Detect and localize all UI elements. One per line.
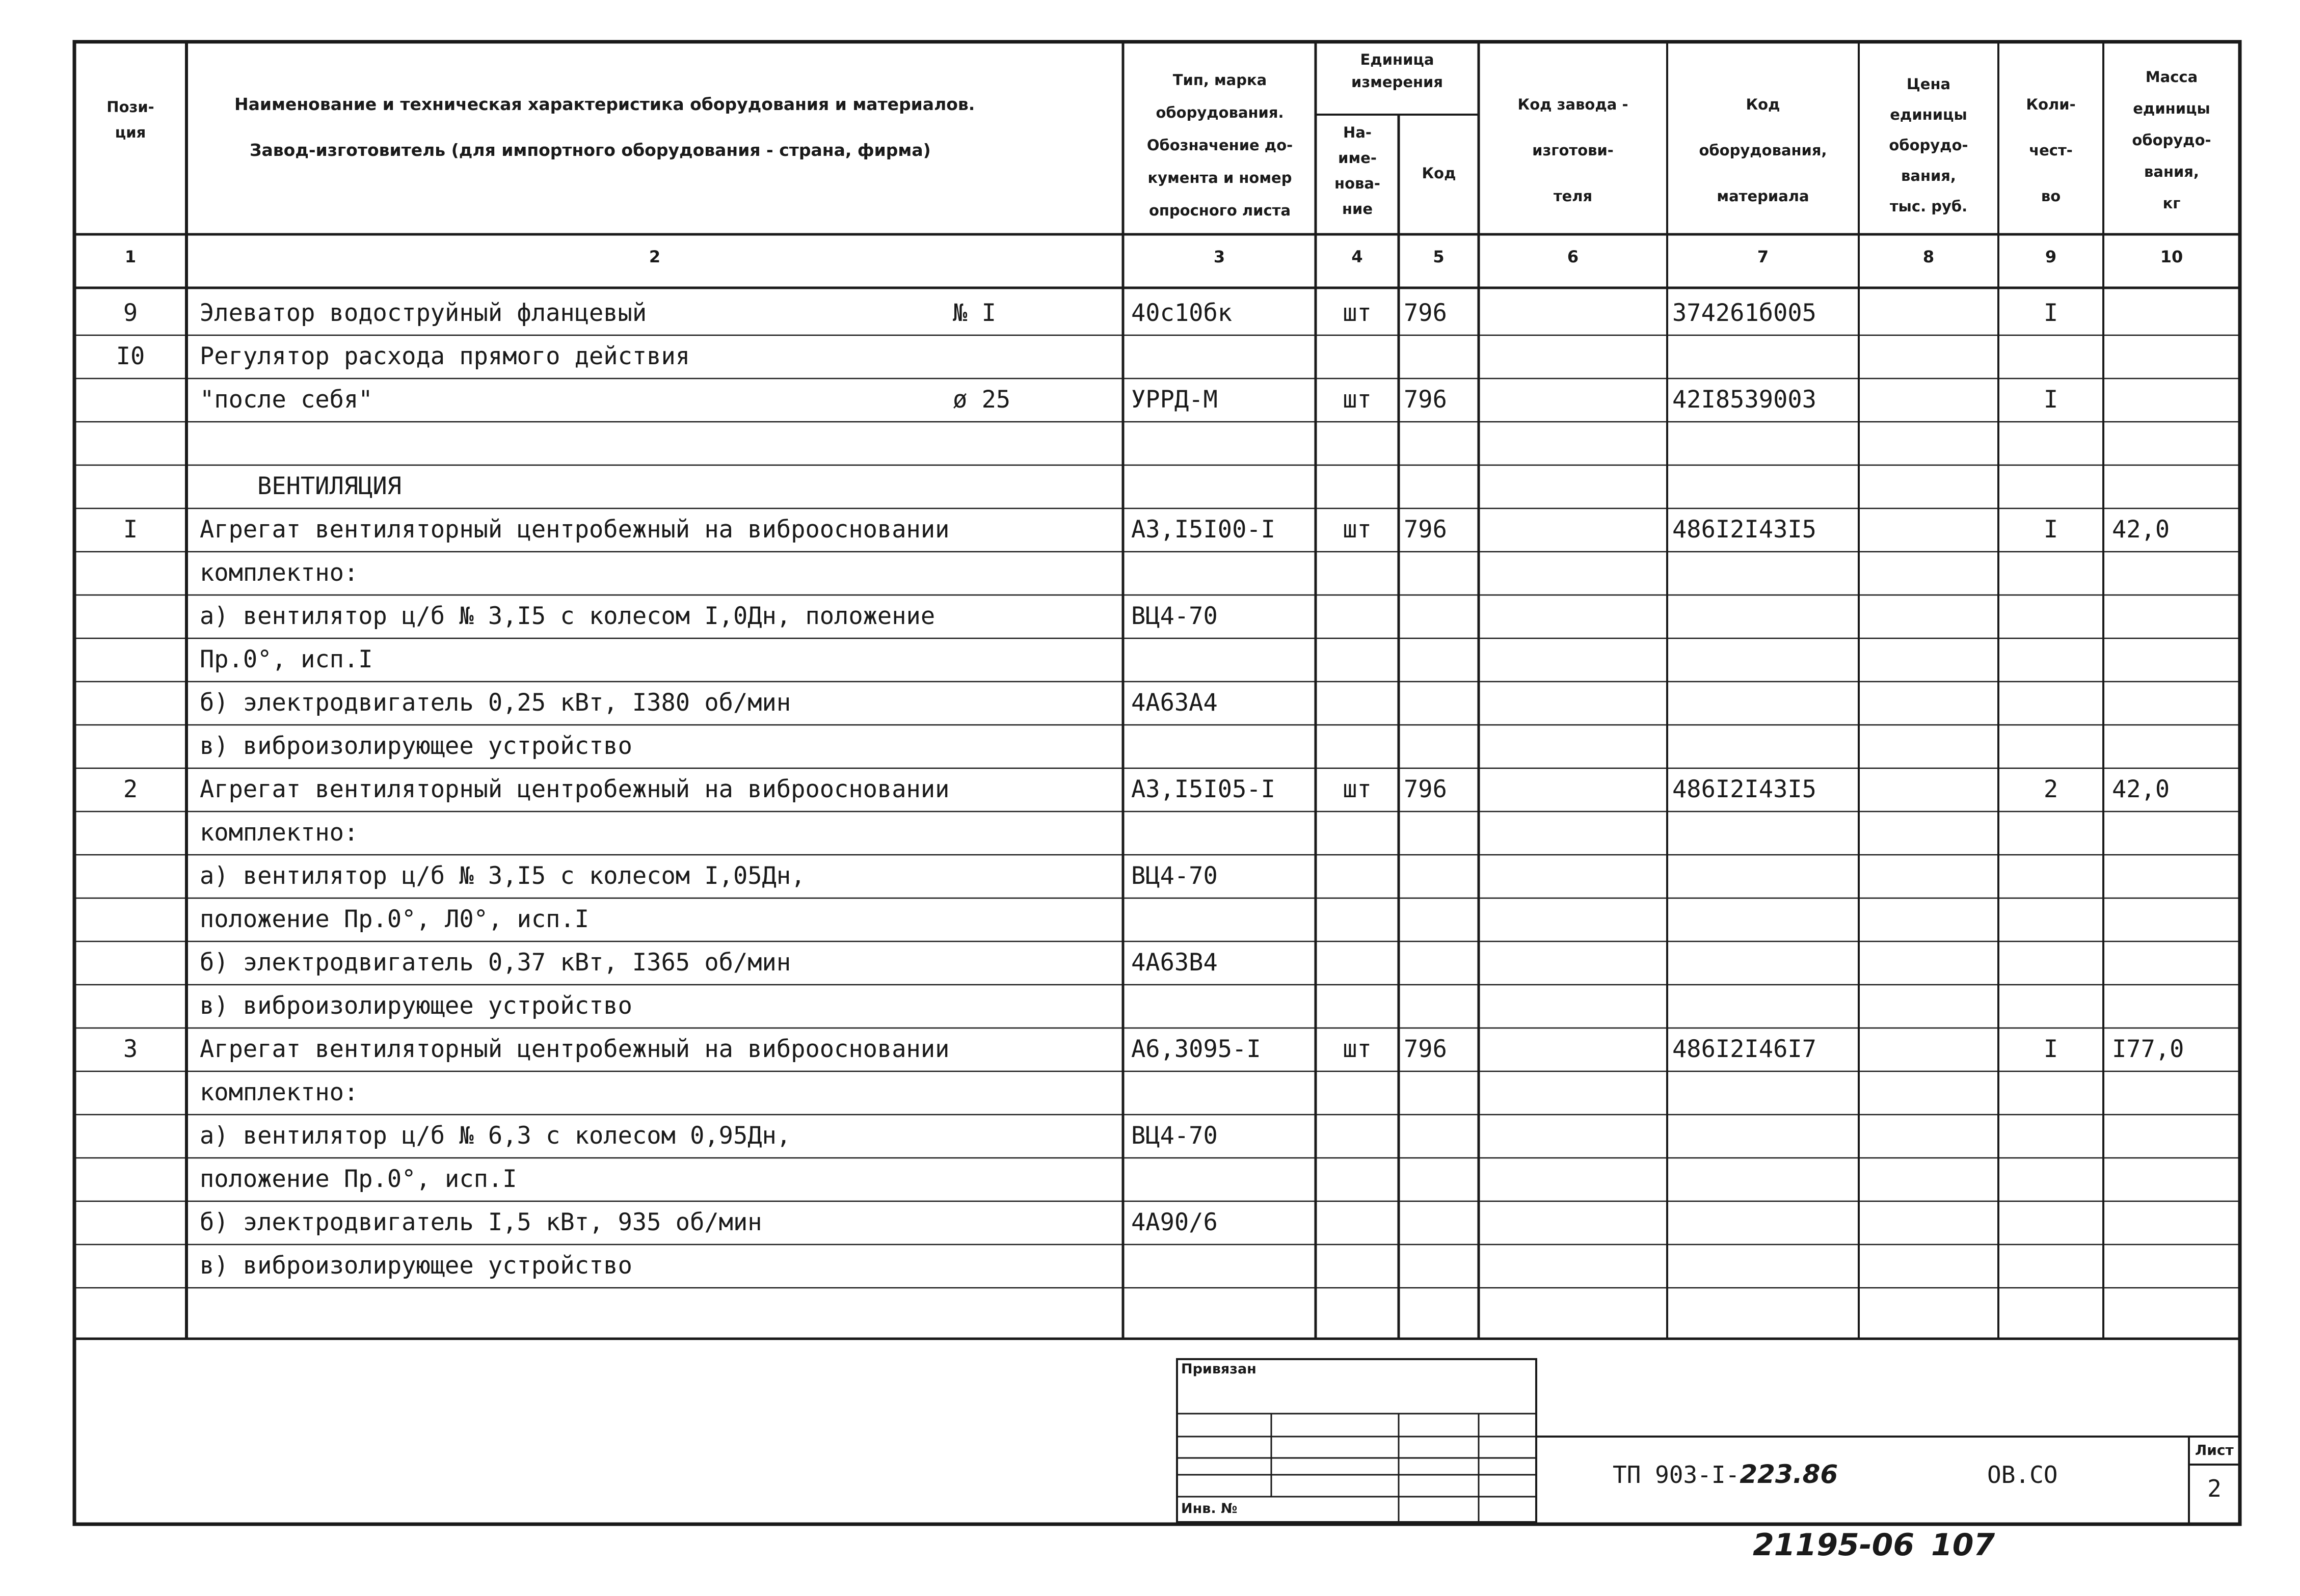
cell-quantity: [1998, 471, 2103, 502]
cell-name: а) вентилятор ц/б № 6,3 с колесом 0,95Дн,: [200, 1122, 791, 1150]
cell-position: [74, 904, 186, 935]
cell-unit: [1316, 1121, 1399, 1151]
cell-type: 4А63В4: [1131, 949, 1218, 977]
cell-name: б) электродвигатель 0,25 кВт, I380 об/мин: [200, 689, 791, 717]
cell-position: [74, 861, 186, 891]
cell-name-suffix: № I: [953, 299, 996, 327]
cell-equipment-code: 374261б005: [1672, 299, 1816, 327]
cell-type: УРРД-М: [1131, 386, 1218, 414]
cell-name: б) электродвигатель 0,37 кВт, I365 об/мин: [200, 949, 791, 977]
header-position: Пози- ция: [106, 98, 154, 141]
document-mark: ОВ.СО: [1987, 1461, 2058, 1489]
column-number: 2: [649, 247, 661, 266]
cell-unit: шт: [1343, 516, 1372, 544]
cell-unit: [1316, 818, 1399, 848]
cell-unit: [1316, 904, 1399, 935]
cell-quantity: [1998, 1121, 2103, 1151]
column-number: 3: [1213, 247, 1225, 266]
cell-quantity: [1998, 1294, 2103, 1324]
column-number: 9: [2045, 247, 2057, 266]
cell-quantity: [1998, 991, 2103, 1021]
cell-equipment-code: 486I2I43I5: [1672, 775, 1816, 803]
cell-unit: [1316, 991, 1399, 1021]
sheet-number: 2: [2207, 1475, 2222, 1502]
cell-type: 4А90/6: [1131, 1208, 1218, 1236]
cell-quantity: [1998, 601, 2103, 632]
cell-name: в) виброизолирующее устройство: [200, 1252, 632, 1280]
cell-position: I0: [116, 342, 145, 370]
cell-quantity: [1998, 428, 2103, 458]
cell-unit: [1316, 1251, 1399, 1281]
cell-position: [74, 1164, 186, 1195]
cell-name: положение Пр.0°, исп.I: [200, 1165, 517, 1193]
header-equipment-code: Код оборудования, материала: [1699, 96, 1827, 205]
cell-unit: [1316, 861, 1399, 891]
section-title: ВЕНТИЛЯЦИЯ: [257, 472, 402, 500]
cell-unit-code: 796: [1404, 516, 1447, 544]
cell-position: [74, 991, 186, 1021]
column-number: 6: [1567, 247, 1579, 266]
cell-quantity: [1998, 688, 2103, 718]
header-unit-name: На- име- нова- ние: [1334, 124, 1380, 218]
cell-position: [74, 1121, 186, 1151]
cell-name: положение Пр.0°, Л0°, исп.I: [200, 905, 590, 933]
cell-quantity: I: [2043, 516, 2058, 544]
header-name-line1: Наименование и техническая характеристика оборудования и материалов.: [234, 94, 975, 114]
cell-name: в) виброизолирующее устройство: [200, 992, 632, 1020]
header-type: Тип, марка оборудования. Обозначение до- кумента и номер опросного листа: [1146, 71, 1293, 219]
cell-position: 2: [123, 775, 138, 803]
cell-unit: [1316, 1207, 1399, 1238]
header-mass: Масса единицы оборудо- вания, кг: [2132, 68, 2211, 212]
cell-unit: шт: [1343, 775, 1372, 803]
cell-position: [74, 558, 186, 588]
cell-mass: I77,0: [2112, 1035, 2184, 1063]
cell-name-suffix: ø 25: [953, 386, 1011, 414]
cell-position: [74, 1294, 186, 1324]
cell-type: А3,I5I05-I: [1131, 775, 1275, 803]
cell-unit: [1316, 644, 1399, 675]
cell-type: 40с10бк: [1131, 299, 1233, 327]
cell-unit: [1316, 558, 1399, 588]
column-number: 1: [124, 247, 137, 266]
cell-name: Агрегат вентиляторный центробежный на виброосновании: [200, 516, 950, 544]
cell-unit: [1316, 601, 1399, 632]
cell-name: а) вентилятор ц/б № 3,I5 с колесом I,05Дн,: [200, 862, 806, 890]
cell-position: [74, 1207, 186, 1238]
cell-name: Пр.0°, исп.I: [200, 645, 373, 673]
cell-quantity: I: [2043, 386, 2058, 414]
cell-quantity: [1998, 644, 2103, 675]
cell-type: ВЦ4-70: [1131, 602, 1218, 630]
cell-unit: [1316, 1164, 1399, 1195]
cell-unit-code: 796: [1404, 386, 1447, 414]
cell-name: комплектно:: [200, 819, 359, 847]
cell-quantity: [1998, 731, 2103, 762]
cell-type: ВЦ4-70: [1131, 1122, 1218, 1150]
cell-type: А6,3095-I: [1131, 1035, 1261, 1063]
cell-equipment-code: 42I8539003: [1672, 386, 1816, 414]
cell-unit: [1316, 688, 1399, 718]
header-quantity: Коли- чест- во: [2026, 96, 2076, 205]
header-price: Цена единицы оборудо- вания, тыс. руб.: [1889, 75, 1968, 215]
cell-name: Агрегат вентиляторный центробежный на виброосновании: [200, 775, 950, 803]
cell-quantity: [1998, 558, 2103, 588]
sheet-label: Лист: [2195, 1442, 2234, 1458]
cell-quantity: I: [2043, 1035, 2058, 1063]
header-unit-group: Единица измерения: [1351, 51, 1443, 91]
column-number: 10: [2160, 247, 2183, 266]
cell-unit: шт: [1343, 386, 1372, 414]
column-number: 5: [1433, 247, 1445, 266]
archive-page: 107: [1931, 1527, 1995, 1563]
cell-position: [74, 428, 186, 458]
cell-quantity: [1998, 1251, 2103, 1281]
cell-mass: 42,0: [2112, 775, 2170, 803]
cell-position: [74, 731, 186, 762]
cell-type: ВЦ4-70: [1131, 862, 1218, 890]
cell-unit: шт: [1343, 1035, 1372, 1063]
cell-quantity: [1998, 818, 2103, 848]
cell-position: [74, 385, 186, 415]
cell-position: [74, 471, 186, 502]
cell-unit: [1316, 1294, 1399, 1324]
cell-unit: [1316, 731, 1399, 762]
column-number: 8: [1922, 247, 1935, 266]
cell-quantity: [1998, 861, 2103, 891]
cell-unit: [1316, 428, 1399, 458]
cell-unit-code: 796: [1404, 775, 1447, 803]
attached-label: Привязан: [1181, 1361, 1256, 1377]
cell-unit-code: 796: [1404, 299, 1447, 327]
cell-quantity: I: [2043, 299, 2058, 327]
cell-position: [74, 688, 186, 718]
column-number: 7: [1757, 247, 1769, 266]
cell-unit: [1316, 341, 1399, 372]
archive-number: 21195-06: [1753, 1527, 1915, 1563]
cell-position: 9: [123, 299, 138, 327]
inventory-label: Инв. №: [1181, 1501, 1238, 1517]
cell-mass: 42,0: [2112, 516, 2170, 544]
header-factory-code: Код завода - изготови- теля: [1517, 96, 1628, 205]
cell-position: [74, 1251, 186, 1281]
cell-equipment-code: 486I2I46I7: [1672, 1035, 1816, 1063]
cell-position: [74, 818, 186, 848]
cell-quantity: [1998, 1077, 2103, 1108]
cell-unit: [1316, 1077, 1399, 1108]
cell-name: Агрегат вентиляторный центробежный на виброосновании: [200, 1035, 950, 1063]
cell-quantity: [1998, 1164, 2103, 1195]
cell-position: I: [123, 516, 138, 544]
column-number: 4: [1351, 247, 1363, 266]
header-name-line2: Завод-изготовитель (для импортного оборудования - страна, фирма): [250, 140, 931, 160]
cell-name: Регулятор расхода прямого действия: [200, 342, 690, 370]
cell-name: "после себя": [200, 386, 373, 414]
cell-quantity: [1998, 948, 2103, 978]
cell-quantity: 2: [2043, 775, 2058, 803]
cell-equipment-code: 486I2I43I5: [1672, 516, 1816, 544]
cell-position: [74, 644, 186, 675]
cell-unit: шт: [1343, 299, 1372, 327]
document-number: ТП 903-I-223.86: [1613, 1459, 1838, 1489]
cell-quantity: [1998, 341, 2103, 372]
cell-name: комплектно:: [200, 559, 359, 587]
header-unit-code: Код: [1422, 165, 1456, 182]
cell-unit: [1316, 471, 1399, 502]
cell-quantity: [1998, 904, 2103, 935]
cell-unit: [1316, 948, 1399, 978]
cell-name: б) электродвигатель I,5 кВт, 935 об/мин: [200, 1208, 762, 1236]
cell-name: Элеватор водоструйный фланцевый: [200, 299, 647, 327]
cell-position: [74, 1077, 186, 1108]
cell-name: а) вентилятор ц/б № 3,I5 с колесом I,0Дн, положение: [200, 602, 935, 630]
cell-position: [74, 948, 186, 978]
cell-position: 3: [123, 1035, 138, 1063]
cell-name: в) виброизолирующее устройство: [200, 732, 632, 760]
cell-name: комплектно:: [200, 1078, 359, 1106]
cell-position: [74, 601, 186, 632]
cell-type: 4А63А4: [1131, 689, 1218, 717]
cell-unit-code: 796: [1404, 1035, 1447, 1063]
cell-quantity: [1998, 1207, 2103, 1238]
cell-type: А3,I5I00-I: [1131, 516, 1275, 544]
